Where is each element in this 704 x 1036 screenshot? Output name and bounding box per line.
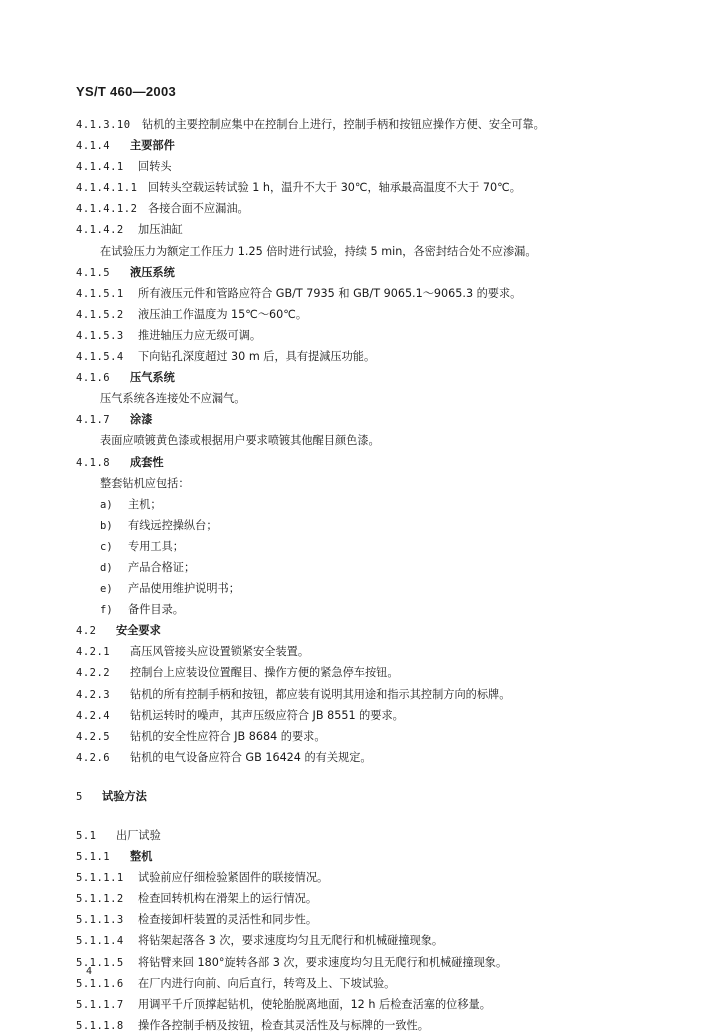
clause-number: 4.2 [76, 625, 97, 638]
list-item-text: 有线远控操纵台； [128, 518, 218, 532]
clause-number: 5.1 [76, 830, 97, 842]
clause-line [76, 177, 676, 198]
list-marker: d) [100, 561, 113, 574]
clause-number: 4.2.6 [76, 751, 111, 764]
list-marker: f) [100, 604, 113, 617]
clause-number: 4.1.4.1.1 [76, 182, 138, 195]
clause-number: 5.1.1.2 [76, 893, 124, 906]
list-marker: a) [100, 498, 113, 511]
clause-text: 出厂试验 [116, 829, 161, 842]
list-item-text: 专用工具； [128, 539, 184, 553]
clause-line [76, 888, 676, 909]
clause-text: 将钻架起落各 3 次，要求速度均匀且无爬行和机械碰撞现象。 [138, 934, 444, 948]
clause-number: 4.1.5.2 [76, 308, 124, 321]
clause-line [76, 994, 676, 1015]
clause-number: 5.1.1.6 [76, 977, 124, 990]
section-title: 安全要求 [116, 624, 161, 638]
clause-line [76, 346, 676, 367]
clause-line [76, 662, 676, 683]
list-item-text: 产品合格证； [128, 560, 196, 574]
clause-line [76, 952, 676, 973]
clause-text: 各接合面不应漏油。 [148, 202, 249, 216]
clause-text: 整套钻机应包括： [100, 476, 190, 490]
list-item [76, 599, 676, 620]
list-item-text: 主机； [128, 497, 162, 511]
clause-text: 压气系统各连接处不应漏气。 [100, 392, 246, 406]
clause-line [76, 973, 676, 994]
clause-line [76, 825, 676, 846]
section-heading [76, 409, 676, 430]
clause-text: 将钻臂来回 180°旋转各部 3 次，要求速度均匀且无爬行和机械碰撞现象。 [138, 955, 508, 969]
clause-line [76, 747, 676, 768]
section-title: 主要部件 [130, 139, 175, 153]
clause-text: 在试验压力为额定工作压力 1.25 倍时进行试验，持续 5 min，各密封结合处不应渗漏。 [100, 244, 537, 258]
indented-paragraph [76, 473, 676, 494]
clause-number: 4.2.4 [76, 709, 111, 722]
clause-text: 回转头 [138, 160, 172, 174]
section-heading [76, 135, 676, 156]
document-body [76, 114, 676, 1036]
section-heading [76, 262, 676, 283]
section-spacer [76, 768, 676, 786]
clause-text: 检查回转机构在滑架上的运行情况。 [138, 892, 318, 906]
clause-number: 5.1.1.4 [76, 935, 124, 948]
clause-text: 钻机的安全性应符合 JB 8684 的要求。 [130, 729, 326, 743]
clause-line [76, 283, 676, 304]
clause-line [76, 114, 676, 135]
list-item [76, 515, 676, 536]
section-heading [76, 620, 676, 641]
clause-number: 4.2.3 [76, 688, 111, 701]
clause-line [76, 726, 676, 747]
list-item [76, 557, 676, 578]
clause-text: 所有液压元件和管路应符合 GB/T 7935 和 GB/T 9065.1～9065.3 的要求。 [138, 286, 522, 300]
clause-text: 高压风管接头应设置锁紧安全装置。 [130, 645, 310, 659]
clause-line [76, 641, 676, 662]
clause-number: 5.1.1.7 [76, 998, 124, 1011]
section-title: 整机 [130, 850, 153, 864]
clause-number: 4.1.5.4 [76, 351, 124, 364]
clause-number: 4.1.4.1.2 [76, 203, 138, 216]
clause-line [76, 219, 676, 240]
standard-code-header: YS/T 460—2003 [76, 84, 177, 99]
clause-number: 5.1.1 [76, 851, 111, 864]
clause-line [76, 1015, 676, 1036]
section-heading [76, 786, 676, 807]
clause-number: 4.2.5 [76, 730, 111, 743]
clause-text: 钻机运转时的噪声，其声压级应符合 JB 8551 的要求。 [130, 708, 404, 722]
clause-number: 5.1.1.1 [76, 872, 124, 885]
clause-number: 4.1.3.10 [76, 119, 131, 131]
clause-number: 4.1.4 [76, 140, 111, 153]
clause-text: 钻机的电气设备应符合 GB 16424 的有关规定。 [130, 750, 372, 764]
indented-paragraph [76, 430, 676, 451]
clause-text: 在厂内进行向前、向后直行，转弯及上、下坡试验。 [138, 976, 396, 990]
section-heading [76, 452, 676, 473]
clause-line [76, 304, 676, 325]
clause-text: 用调平千斤顶撑起钻机，使轮胎脱离地面，12 h 后检查活塞的位移量。 [138, 997, 491, 1011]
clause-number: 4.1.5.1 [76, 287, 124, 300]
indented-paragraph [76, 241, 676, 262]
clause-text: 推进轴压力应无级可调。 [138, 328, 262, 342]
clause-number: 4.1.4.2 [76, 224, 124, 237]
list-item [76, 494, 676, 515]
list-item [76, 578, 676, 599]
clause-number: 4.2.2 [76, 667, 111, 680]
clause-line [76, 325, 676, 346]
clause-text: 加压油缸 [138, 223, 183, 237]
clause-text: 表面应喷镀黄色漆或根据用户要求喷镀其他醒目颜色漆。 [100, 434, 380, 448]
page-number: 4 [86, 966, 93, 977]
list-item-text: 备件目录。 [128, 603, 184, 617]
clause-line [76, 909, 676, 930]
clause-number: 5.1.1.8 [76, 1019, 124, 1032]
clause-line [76, 198, 676, 219]
clause-line [76, 156, 676, 177]
clause-number: 4.1.8 [76, 456, 111, 469]
section-title: 成套性 [130, 455, 164, 469]
indented-paragraph [76, 388, 676, 409]
clause-line [76, 867, 676, 888]
clause-line [76, 705, 676, 726]
clause-text: 液压油工作温度为 15℃～60℃。 [138, 307, 308, 321]
list-marker: c) [100, 540, 113, 553]
clause-number: 4.1.5.3 [76, 329, 124, 342]
section-title: 涂漆 [130, 413, 153, 427]
clause-text: 试验前应仔细检验紧固件的联接情况。 [138, 871, 329, 885]
section-title: 试验方法 [102, 789, 147, 803]
list-item [76, 536, 676, 557]
clause-text: 操作各控制手柄及按钮，检查其灵活性及与标牌的一致性。 [138, 1018, 429, 1032]
section-spacer [76, 807, 676, 825]
section-title: 压气系统 [130, 371, 175, 385]
clause-text: 钻机的主要控制应集中在控制台上进行，控制手柄和按钮应操作方便、安全可靠。 [142, 118, 545, 131]
list-item-text: 产品使用维护说明书； [128, 582, 240, 596]
clause-number: 4.1.6 [76, 372, 111, 385]
clause-text: 回转头空载运转试验 1 h，温升不大于 30℃，轴承最高温度不大于 70℃。 [148, 181, 521, 195]
list-marker: e) [100, 583, 113, 596]
clause-number: 4.1.7 [76, 414, 111, 427]
clause-text: 下向钻孔深度超过 30 m 后，具有提減压功能。 [138, 350, 376, 364]
clause-text: 控制台上应装设位置醒目、操作方便的紧急停车按钮。 [130, 666, 399, 680]
clause-number: 4.1.4.1 [76, 161, 124, 174]
clause-number: 5.1.1.3 [76, 914, 124, 927]
clause-number: 4.1.5 [76, 266, 111, 279]
clause-text: 检查接卸杆装置的灵活性和同步性。 [138, 913, 318, 927]
list-marker: b) [100, 519, 113, 532]
clause-number: 4.2.1 [76, 646, 111, 659]
section-heading [76, 367, 676, 388]
clause-number: 5.1.1.5 [76, 956, 124, 969]
clause-line [76, 930, 676, 951]
clause-number: 5 [76, 790, 83, 803]
section-heading [76, 846, 676, 867]
clause-text: 钻机的所有控制手柄和按钮，都应装有说明其用途和指示其控制方向的标牌。 [130, 687, 511, 701]
section-title: 液压系统 [130, 265, 175, 279]
clause-line [76, 684, 676, 705]
